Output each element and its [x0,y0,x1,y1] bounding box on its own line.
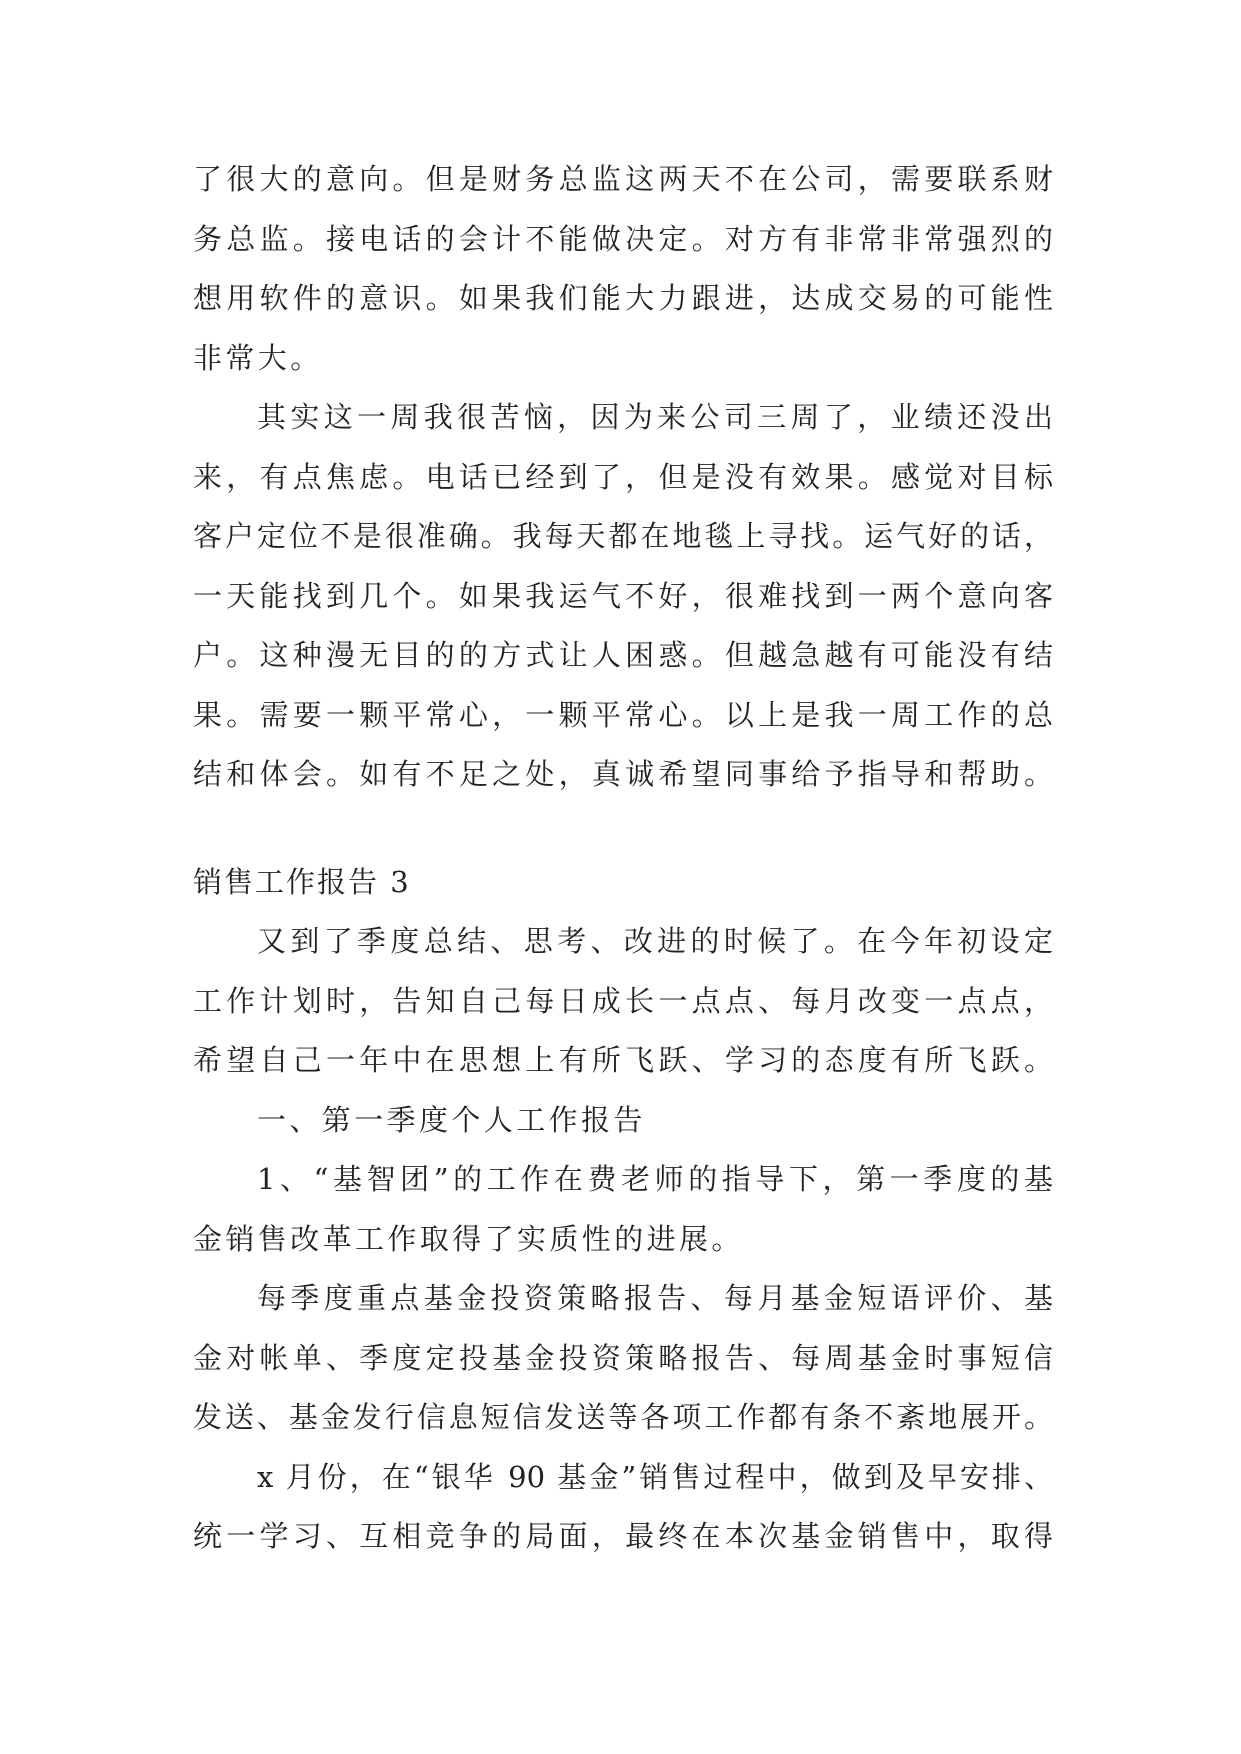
paragraph-reports [193,1269,1053,1448]
paragraph-intention [193,150,1053,388]
text-line: x 月份，在“银华 90 基金”销售过程中，做到及早安排、 [257,1459,1053,1494]
text-line: 每季度重点基金投资策略报告、每月基金短语评价、基 [257,1281,1053,1315]
text-line: 1、“基智团”的工作在费老师的指导下，第一季度的基 [257,1162,1053,1196]
text-line: 了很大的意向。但是财务总监这两天不在公司，需要联系财 [193,162,1053,196]
text-line: 务总监。接电话的会计不能做决定。对方有非常非常强烈的 [193,221,1053,256]
text-line: 发送、基金发行信息短信发送等各项工作都有条不紊地展开。 [193,1400,1053,1434]
text-line: 工作计划时，告知自己每日成长一点点、每月改变一点点， [193,983,1053,1018]
section-spacer [193,805,1053,853]
text-line: 又到了季度总结、思考、改进的时候了。在今年初设定 [257,924,1053,958]
paragraph-item-1 [193,1150,1053,1269]
paragraph-quarter-intro [193,912,1053,1091]
paragraph-fund-sales [193,1448,1053,1567]
subheading: 一、第一季度个人工作报告 [257,1102,646,1137]
paragraph-reflection [193,388,1053,805]
text-line: 结和体会。如有不足之处，真诚希望同事给予指导和帮助。 [193,757,1053,791]
text-line: 想用软件的意识。如果我们能大力跟进，达成交易的可能性 [193,281,1053,315]
text-line: 金销售改革工作取得了实质性的进展。 [193,1221,744,1256]
text-line: 金对帐单、季度定投基金投资策略报告、每周基金时事短信 [193,1340,1053,1375]
text-line: 一天能找到几个。如果我运气不好，很难找到一两个意向客 [193,578,1053,613]
text-line: 其实这一周我很苦恼，因为来公司三周了，业绩还没出 [257,400,1053,434]
text-line: 客户定位不是很准确。我每天都在地毯上寻找。运气好的话， [193,519,1053,553]
document-page [193,150,1053,1567]
text-line: 来，有点焦虑。电话已经到了，但是没有效果。感觉对目标 [193,459,1053,494]
text-line: 果。需要一颗平常心，一颗平常心。以上是我一周工作的总 [193,697,1053,732]
text-line: 统一学习、互相竞争的局面，最终在本次基金销售中，取得 [193,1519,1053,1553]
section-title: 销售工作报告 3 [193,864,411,899]
text-line: 希望自己一年中在思想上有所飞跃、学习的态度有所飞跃。 [193,1043,1053,1077]
text-line: 户。这种漫无目的的方式让人困惑。但越急越有可能没有结 [193,638,1053,672]
text-line: 非常大。 [193,340,323,375]
